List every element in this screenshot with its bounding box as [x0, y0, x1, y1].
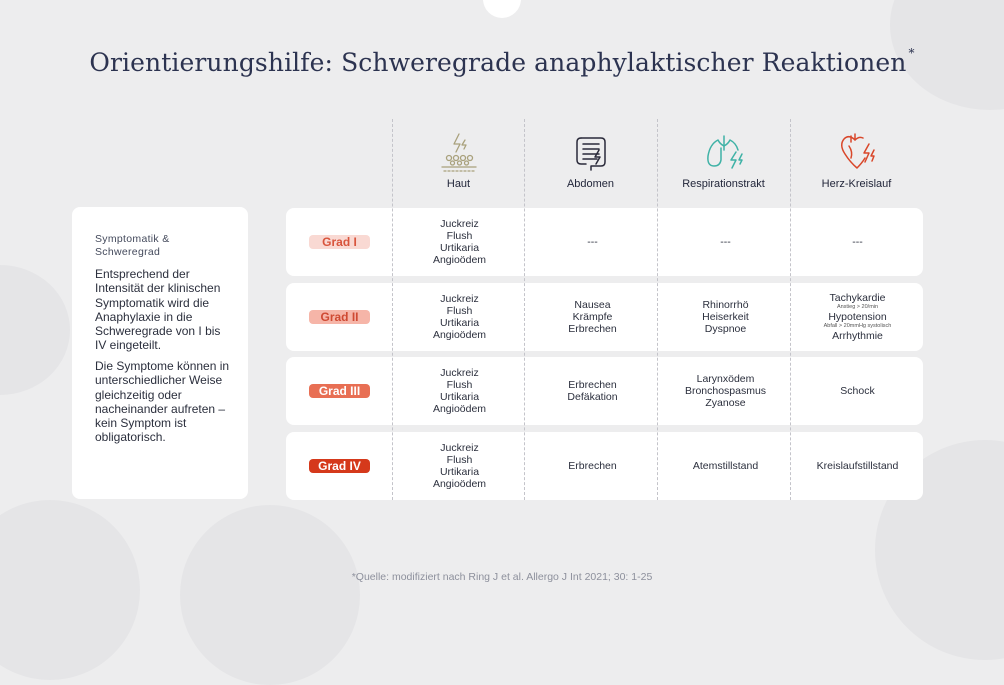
- symptom-text: Juckreiz: [440, 366, 479, 379]
- column-label: Haut: [446, 178, 471, 190]
- symptom-text: Kreislaufstillstand: [816, 459, 899, 472]
- grade-badge: Grad III: [309, 384, 370, 398]
- decor-circle-left: [0, 265, 70, 395]
- symptom-text: Urtikaria: [439, 391, 480, 403]
- skin-icon: [437, 130, 481, 174]
- cell-haut: [393, 432, 526, 500]
- symptom-text: Krämpfe: [572, 310, 613, 323]
- column-label: Respirationstrakt: [682, 178, 765, 190]
- symptom-text: Flush: [446, 304, 473, 317]
- symptom-text: Schock: [840, 384, 875, 397]
- heart-icon: [835, 130, 879, 174]
- info-paragraph-2: Die Symptome können in unterschiedlicher Weise gleichzeitig oder nacheinander aufreten – kein Symptom ist obligatorisch.: [95, 359, 230, 445]
- symptom-text: Larynxödem: [696, 372, 755, 385]
- symptom-text: Juckreiz: [440, 441, 479, 454]
- column-header-abdomen: [524, 124, 657, 190]
- cell-respirationstrakt: [659, 357, 792, 425]
- symptom-text: Angioödem: [432, 329, 487, 342]
- grade-row-4: [286, 432, 923, 500]
- cell-abdomen: [526, 283, 659, 351]
- cell-haut: [393, 357, 526, 425]
- decor-circle-bottom: [180, 505, 360, 685]
- symptom-text: Flush: [446, 453, 473, 466]
- info-paragraph-1: Entsprechend der Intensität der klinischen Symptomatik wird die Anaphylaxie in die Schweregrade von I bis IV eingeteilt.: [95, 267, 221, 353]
- symptom-text: ---: [720, 235, 731, 248]
- lungs-icon: [702, 130, 746, 174]
- symptom-text: Dyspnoe: [704, 323, 747, 336]
- cell-respirationstrakt: [659, 208, 792, 276]
- symptom-text: Atemstillstand: [692, 459, 759, 472]
- top-decor-circle: [483, 0, 521, 18]
- symptom-text: ---: [852, 235, 863, 248]
- info-card: [72, 207, 248, 499]
- symptom-text: Urtikaria: [439, 317, 480, 329]
- symptom-text: Erbrechen: [568, 459, 617, 472]
- symptom-text: Angioödem: [432, 254, 487, 267]
- cell-haut: [393, 283, 526, 351]
- cell-respirationstrakt: [659, 432, 792, 500]
- cell-herz-kreislauf: [791, 283, 924, 351]
- page-title: Orientierungshilfe: Schweregrade anaphylaktischer Reaktionen *: [89, 46, 915, 77]
- symptom-text: Erbrechen: [568, 378, 617, 391]
- symptom-text: Heiserkeit: [702, 310, 749, 323]
- grade-badge: Grad IV: [309, 459, 370, 473]
- cell-abdomen: [526, 357, 659, 425]
- symptom-text: Defäkation: [567, 391, 618, 403]
- symptom-text: Urtikaria: [439, 466, 480, 478]
- symptom-text: Flush: [446, 229, 473, 242]
- symptom-text: Zyanose: [705, 397, 746, 410]
- symptom-text: Nausea: [574, 298, 611, 311]
- column-label: Herz-Kreislauf: [821, 178, 892, 190]
- column-header-respirationstrakt: [657, 124, 790, 190]
- cell-haut: [393, 208, 526, 276]
- grade-row-3: [286, 357, 923, 425]
- column-label: Abdomen: [566, 178, 615, 190]
- symptom-text: Rhinorrhö: [702, 298, 749, 311]
- symptom-text: Erbrechen: [568, 323, 617, 336]
- source-footnote: *Quelle: modifiziert nach Ring J et al. Allergo J Int 2021; 30: 1-25: [351, 571, 653, 583]
- grade-row-2: [286, 283, 923, 351]
- intestine-icon: [569, 130, 613, 174]
- symptom-text: Angioödem: [432, 403, 487, 416]
- symptom-text: Arrhythmie: [832, 330, 883, 343]
- cell-herz-kreislauf: [791, 357, 924, 425]
- cell-respirationstrakt: [659, 283, 792, 351]
- info-heading: Symptomatik & Schweregrad: [95, 233, 170, 258]
- symptom-text: Angioödem: [432, 478, 487, 491]
- cell-herz-kreislauf: [791, 208, 924, 276]
- symptom-note: Abfall > 20mmHg systolisch: [823, 323, 892, 330]
- symptom-text: Juckreiz: [440, 217, 479, 230]
- grade-badge: Grad I: [309, 235, 370, 249]
- grade-badge: Grad II: [309, 310, 370, 324]
- cell-herz-kreislauf: [791, 432, 924, 500]
- decor-circle-bottom-left: [0, 500, 140, 680]
- column-header-haut: [392, 124, 525, 190]
- symptom-text: Hypotension: [828, 310, 887, 323]
- cell-abdomen: [526, 432, 659, 500]
- symptom-text: Tachykardie: [829, 291, 886, 304]
- symptom-text: Flush: [446, 378, 473, 391]
- symptom-note: Anstieg > 20/min: [836, 303, 879, 310]
- column-header-herz-kreislauf: [790, 124, 923, 190]
- symptom-text: Bronchospasmus: [684, 384, 767, 397]
- grade-row-1: [286, 208, 923, 276]
- symptom-text: Urtikaria: [439, 242, 480, 254]
- symptom-text: ---: [587, 235, 598, 248]
- cell-abdomen: [526, 208, 659, 276]
- symptom-text: Juckreiz: [440, 292, 479, 305]
